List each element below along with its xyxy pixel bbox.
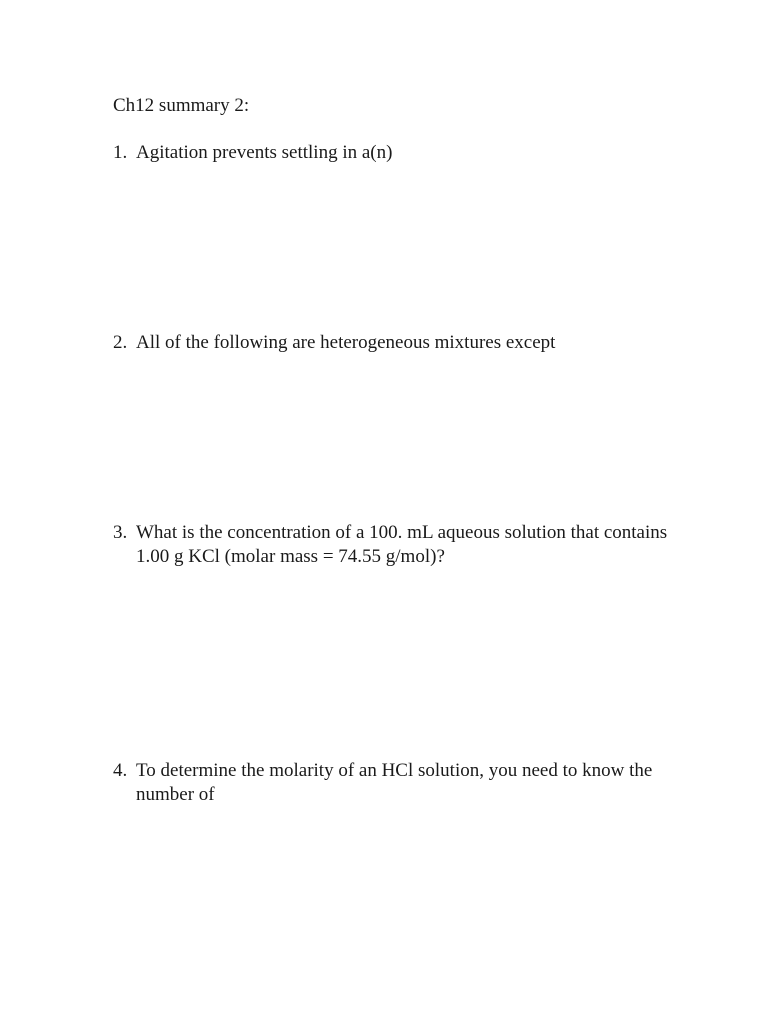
question-number: 2. <box>113 332 128 353</box>
question-item <box>113 759 673 807</box>
question-number: 1. <box>113 142 128 163</box>
question-text: All of the following are heterogeneous mixtures except <box>136 332 556 353</box>
question-text: Agitation prevents settling in a(n) <box>136 142 393 163</box>
question-item <box>113 141 673 165</box>
question-item <box>113 331 673 355</box>
question-number: 3. <box>113 522 128 543</box>
document-title: Ch12 summary 2: <box>113 95 250 116</box>
question-text: To determine the molarity of an HCl solution, you need to know the number of <box>136 760 653 805</box>
question-number: 4. <box>113 760 128 781</box>
question-text: What is the concentration of a 100. mL aqueous solution that contains 1.00 g KCl (molar mass = 74.55 g/mol)? <box>136 522 668 567</box>
question-item <box>113 521 673 569</box>
